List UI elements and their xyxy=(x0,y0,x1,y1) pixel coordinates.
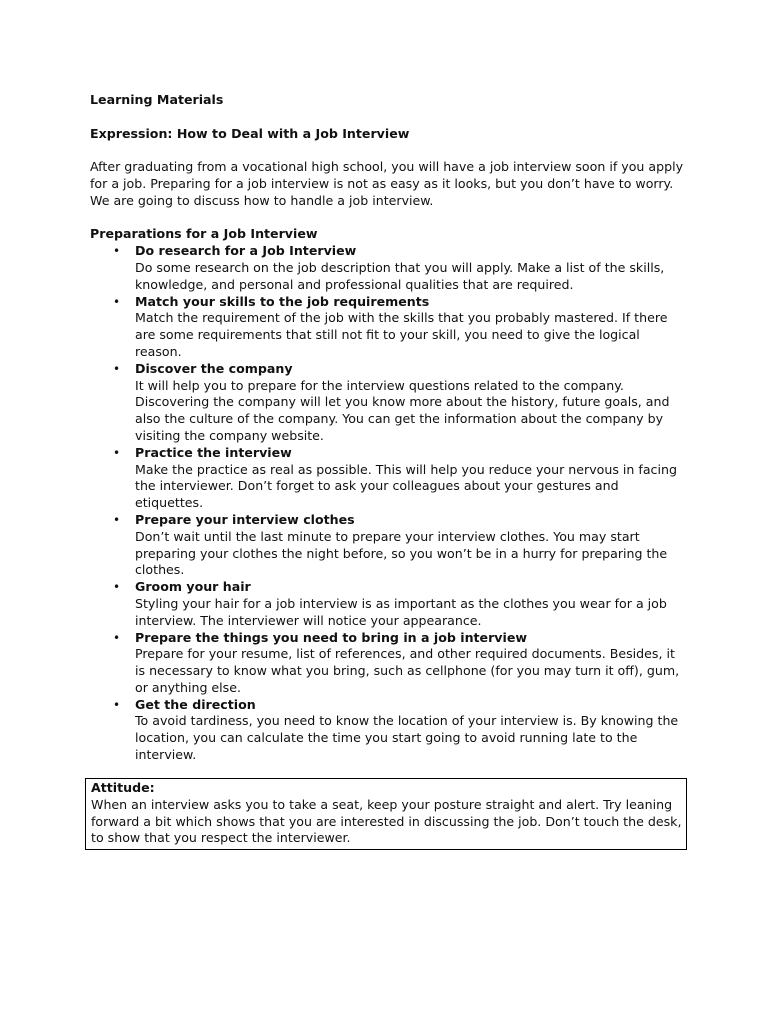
list-item xyxy=(90,445,688,512)
bullet-icon: • xyxy=(113,697,121,712)
list-item xyxy=(90,361,688,445)
bullet-icon: • xyxy=(113,512,121,527)
list-item-title: Match your skills to the job requirements xyxy=(135,293,430,309)
list-item xyxy=(90,243,688,293)
bullet-icon: • xyxy=(113,580,121,595)
document-content xyxy=(90,92,688,764)
bullet-icon: • xyxy=(113,445,121,460)
bullet-icon: • xyxy=(113,244,121,259)
list-item-title: Get the direction xyxy=(135,696,256,712)
bullet-icon: • xyxy=(113,294,121,309)
document-subtitle: Expression: How to Deal with a Job Interview xyxy=(90,125,410,141)
attitude-body: When an interview asks you to take a seat, keep your posture straight and alert. Try leaning forward a bit which shows that you are interested in discussing the job. Don’t touch the desk, to show that you respect the interviewer. xyxy=(91,796,682,846)
attitude-title: Attitude: xyxy=(91,780,155,795)
list-item-title: Discover the company xyxy=(135,360,293,376)
list-item-title: Prepare the things you need to bring in a job interview xyxy=(135,629,528,645)
list-item-body: Do some research on the job description that you will apply. Make a list of the skills, knowledge, and personal and professional qualities that are required. xyxy=(135,259,665,292)
list-item xyxy=(90,579,688,629)
list-item-title: Prepare your interview clothes xyxy=(135,511,355,527)
intro-paragraph: After graduating from a vocational high school, you will have a job interview soon if you apply for a job. Preparing for a job interview is not as easy as it looks, but you don’t have to worry. We are going to discuss how to handle a job interview. xyxy=(90,159,684,208)
bullet-icon: • xyxy=(113,630,121,645)
list-item-title: Do research for a Job Interview xyxy=(135,243,357,259)
list-item-body: Prepare for your resume, list of references, and other required documents. Besides, it is necessary to know what you bring, such as cellphone (for you may turn it off), gum, or anything else. xyxy=(135,646,680,695)
attitude-box xyxy=(85,778,687,850)
list-item-body: Make the practice as real as possible. This will help you reduce your nervous in facing the interviewer. Don’t forget to ask your colleagues about your gestures and etiquettes. xyxy=(135,461,677,511)
list-item xyxy=(90,630,688,697)
list-item-body: Styling your hair for a job interview is as important as the clothes you wear for a job interview. The interviewer will notice your appearance. xyxy=(135,595,667,628)
list-item-body: To avoid tardiness, you need to know the location of your interview is. By knowing the location, you can calculate the time you start going to avoid running late to the interview. xyxy=(135,713,679,763)
preparation-list xyxy=(90,243,688,764)
list-item xyxy=(90,294,688,361)
list-item-title: Groom your hair xyxy=(135,579,251,595)
list-item xyxy=(90,512,688,579)
list-item-body: Match the requirement of the job with the skills that you probably mastered. If there are some requirements that still not fit to your skill, you need to give the logical reason. xyxy=(135,310,668,359)
list-item-body: It will help you to prepare for the interview questions related to the company. Discovering the company will let you know more about the history, future goals, and also the culture of the company. You can get the information about the company by visiting the company website. xyxy=(135,377,670,443)
bullet-icon: • xyxy=(113,361,121,376)
list-item xyxy=(90,697,688,764)
list-item-body: Don’t wait until the last minute to prepare your interview clothes. You may start preparing your clothes the night before, so you won’t be in a hurry for preparing the clothes. xyxy=(135,528,668,578)
document-title: Learning Materials xyxy=(90,92,224,107)
list-item-title: Practice the interview xyxy=(135,444,292,460)
section-title: Preparations for a Job Interview xyxy=(90,226,318,242)
